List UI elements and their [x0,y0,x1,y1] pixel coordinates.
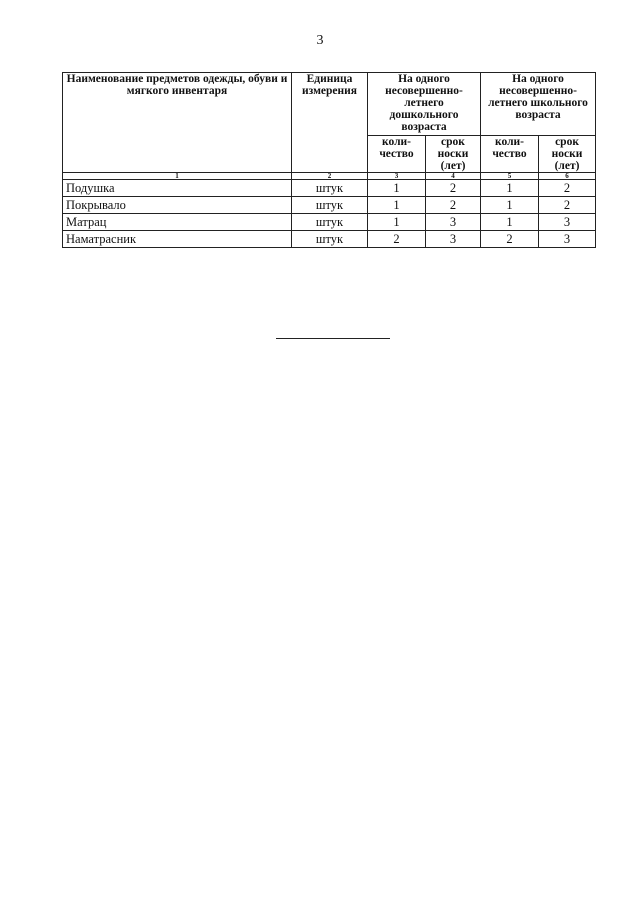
school-term: 2 [539,197,596,214]
school-term: 2 [539,180,596,197]
header-preschool-quantity: коли-чество [368,136,426,173]
item-name: Наматрасник [63,231,292,248]
preschool-quantity: 1 [368,214,426,231]
preschool-quantity: 2 [368,231,426,248]
closing-rule [276,338,390,339]
table-row [63,214,596,231]
item-unit: штук [292,180,368,197]
item-unit: штук [292,231,368,248]
column-number: 1 [63,173,292,180]
item-unit: штук [292,214,368,231]
school-term: 3 [539,214,596,231]
preschool-quantity: 1 [368,197,426,214]
header-school-term: срок носки (лет) [539,136,596,173]
header-item-name: Наименование предметов одежды, обуви и мягкого инвентаря [63,73,292,173]
item-unit: штук [292,197,368,214]
item-name: Покрывало [63,197,292,214]
school-quantity: 1 [481,180,539,197]
column-number: 3 [368,173,426,180]
school-quantity: 1 [481,197,539,214]
preschool-quantity: 1 [368,180,426,197]
table-row [63,180,596,197]
header-preschool-term: срок носки (лет) [426,136,481,173]
table-row [63,197,596,214]
item-name: Матрац [63,214,292,231]
header-unit: Единица измерения [292,73,368,173]
column-number: 6 [539,173,596,180]
column-number: 5 [481,173,539,180]
preschool-term: 2 [426,180,481,197]
school-quantity: 1 [481,214,539,231]
school-term: 3 [539,231,596,248]
column-number: 2 [292,173,368,180]
column-number: 4 [426,173,481,180]
preschool-term: 2 [426,197,481,214]
page-number: 3 [316,33,324,48]
column-number-row [63,173,596,180]
preschool-term: 3 [426,231,481,248]
item-name: Подушка [63,180,292,197]
header-school-quantity: коли-чество [481,136,539,173]
preschool-term: 3 [426,214,481,231]
table-header-row [63,73,596,136]
header-school: На одного несовершенно-летнего школьного возраста [481,73,596,136]
table-row [63,231,596,248]
header-preschool: На одного несовершенно-летнего дошкольного возраста [368,73,481,136]
school-quantity: 2 [481,231,539,248]
norms-table [62,72,596,248]
